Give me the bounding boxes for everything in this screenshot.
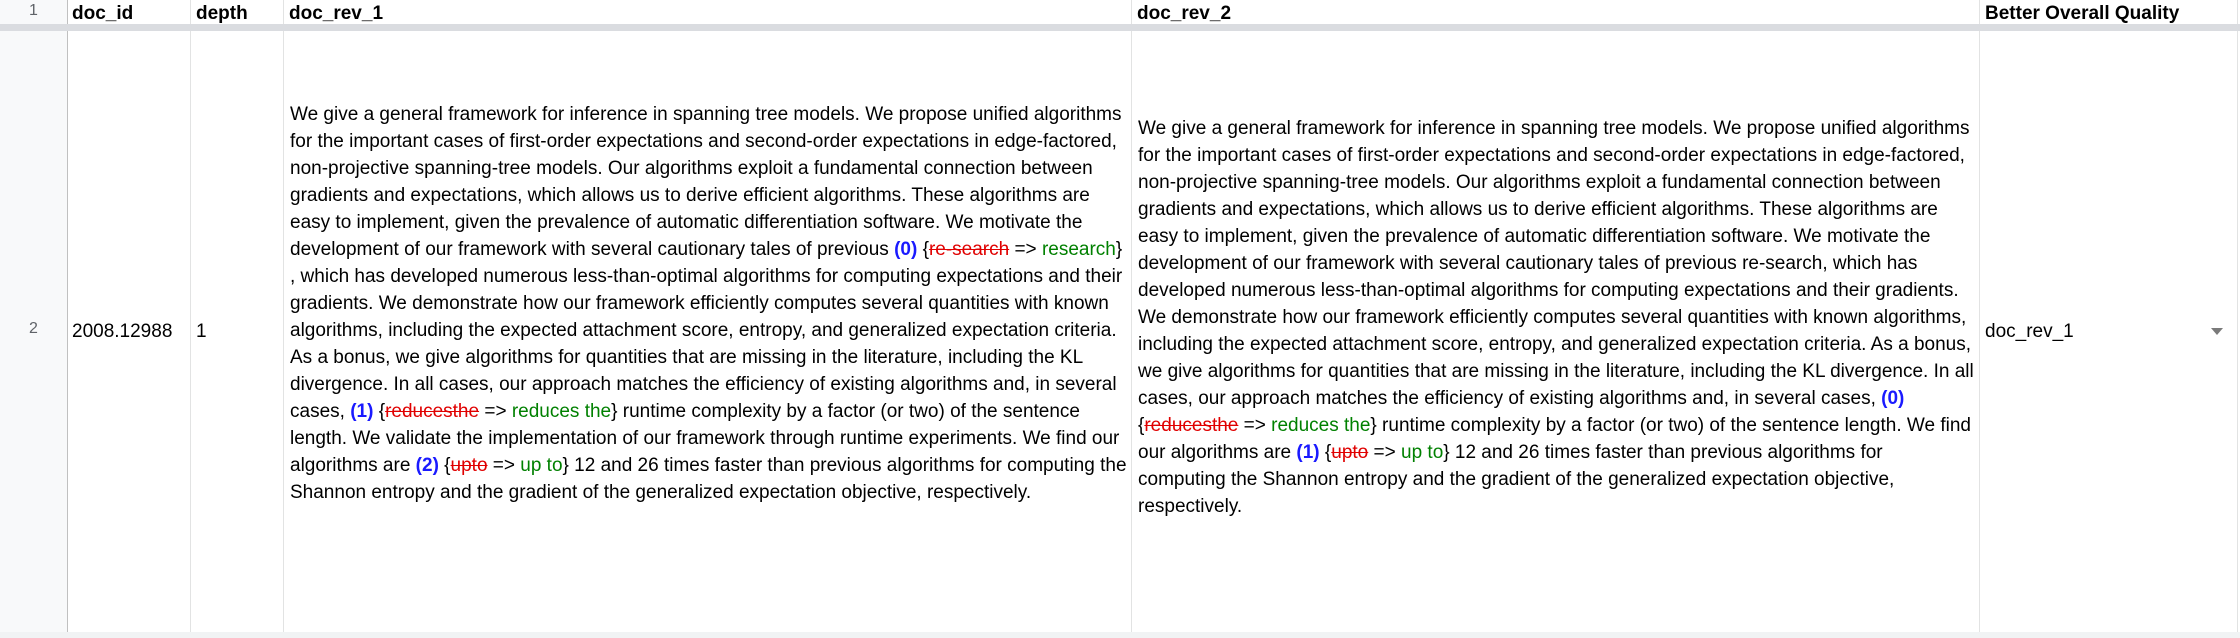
text-segment: 12 and 26 times faster than previous algorithms for computing the Shannon entropy and the gradient of the generalized expectation objective, respectively. (1138, 442, 1895, 517)
edit-brace-open: { (917, 239, 929, 260)
text-segment: We give a general framework for inference in spanning tree models. We propose unified algorithms for the important cases of first-order expectations and second-order expectations in edge-factored, non-projective spanning-tree models. Our algorithms exploit a fundamental connection between gradients and expectations, which allows us to derive efficient algorithms. These algorithms are easy to implement, given the prevalence of automatic differentiation software. We motivate the development of our framework with several cautionary tales of previous (290, 104, 1122, 260)
edit-arrow: => (487, 455, 521, 476)
edit-index: (1) (350, 401, 374, 422)
edit-brace-close: } (1370, 415, 1383, 436)
text-segment: runtime complexity by a factor (or two) of the sentence length. We validate the implementation of our framework through runtime experiments. We find our algorithms are (290, 401, 1120, 476)
edit-brace-close: } (562, 455, 575, 476)
edit-brace-open: { (1319, 442, 1332, 463)
row-number-2[interactable]: 2 (29, 320, 38, 337)
text-segment: , which has developed numerous less-than-optimal algorithms for computing expectations and their gradients. We demonstrate how our framework efficiently computes several quantities with known algorithms, including the expected attachment score, entropy, and generalized expectation criteria. As a bonus, we give algorithms for quantities that are missing in the literature, including the KL divergence. In all cases, our approach matches the efficiency of existing algorithms and, in several cases, (290, 266, 1123, 422)
edit-arrow: => (1009, 239, 1042, 260)
inserted-text: up to (520, 455, 563, 476)
inserted-text: reduces the (1271, 415, 1371, 436)
inserted-text: reduces the (511, 401, 612, 422)
deleted-text: re-search (928, 239, 1010, 260)
next-row-edge (0, 632, 2240, 638)
header-better-overall-quality[interactable]: Better Overall Quality (1980, 0, 2238, 24)
deleted-text: reducesthe (1144, 415, 1239, 436)
quality-dropdown-value: doc_rev_1 (1985, 320, 2074, 342)
edit-index: (0) (1881, 388, 1905, 409)
deleted-text: reducesthe (385, 401, 480, 422)
doc-rev-1-text (290, 101, 1127, 506)
edit-brace-open: { (1138, 415, 1145, 436)
edit-brace-close: } (1443, 442, 1455, 463)
doc-rev-2-text (1138, 115, 1975, 520)
dropdown-arrow-icon[interactable] (2211, 328, 2223, 335)
cell-better-overall-quality[interactable] (1980, 31, 2238, 632)
doc-id-value: 2008.12988 (72, 320, 173, 342)
inserted-text: research (1041, 239, 1116, 260)
text-segment: 12 and 26 times faster than previous algorithms for computing the Shannon entropy and the gradient of the generalized expectation objective, respectively. (290, 455, 1127, 503)
cell-doc-rev-1[interactable] (284, 31, 1132, 632)
text-segment: runtime complexity by a factor (or two) of the sentence length. We find our algorithms are (1138, 415, 1971, 463)
edit-arrow: => (1368, 442, 1401, 463)
edit-brace-close: } (611, 401, 623, 422)
edit-arrow: => (479, 401, 512, 422)
text-segment: We give a general framework for inference in spanning tree models. We propose unified algorithms for the important cases of first-order expectations and second-order expectations in edge-factored, non-projective spanning-tree models. Our algorithms exploit a fundamental connection between gradients and expectations, which allows us to derive efficient algorithms. These algorithms are easy to implement, given the prevalence of automatic differentiation software. We motivate the development of our framework with several cautionary tales of previous re-search, which has developed numerous less-than-optimal algorithms for computing expectations and their gradients. We demonstrate how our framework efficiently computes several quantities with known algorithms, including the expected attachment score, entropy, and generalized expectation criteria. As a bonus, we give algorithms for quantities that are missing in the literature, including the KL divergence. In all cases, our approach matches the efficiency of existing algorithms and, in several cases, (1138, 118, 1974, 409)
edit-brace-open: { (373, 401, 386, 422)
frozen-row-divider[interactable] (0, 24, 2240, 31)
cell-doc-rev-2[interactable] (1132, 31, 1980, 632)
deleted-text: upto (450, 455, 488, 476)
row-number-1[interactable]: 1 (29, 2, 38, 19)
edit-brace-close: } (1115, 239, 1123, 260)
cell-depth[interactable] (191, 31, 284, 632)
header-doc-rev-2[interactable]: doc_rev_2 (1132, 0, 1980, 24)
header-doc-id[interactable]: doc_id (67, 0, 191, 24)
depth-value: 1 (196, 320, 207, 342)
cell-doc-id[interactable] (67, 31, 191, 632)
edit-index: (0) (894, 239, 918, 260)
header-doc-rev-1[interactable]: doc_rev_1 (284, 0, 1132, 24)
inserted-text: up to (1401, 442, 1444, 463)
deleted-text: upto (1331, 442, 1369, 463)
edit-brace-open: { (438, 455, 451, 476)
edit-arrow: => (1238, 415, 1272, 436)
header-depth[interactable]: depth (191, 0, 284, 24)
edit-index: (1) (1296, 442, 1320, 463)
edit-index: (2) (415, 455, 439, 476)
